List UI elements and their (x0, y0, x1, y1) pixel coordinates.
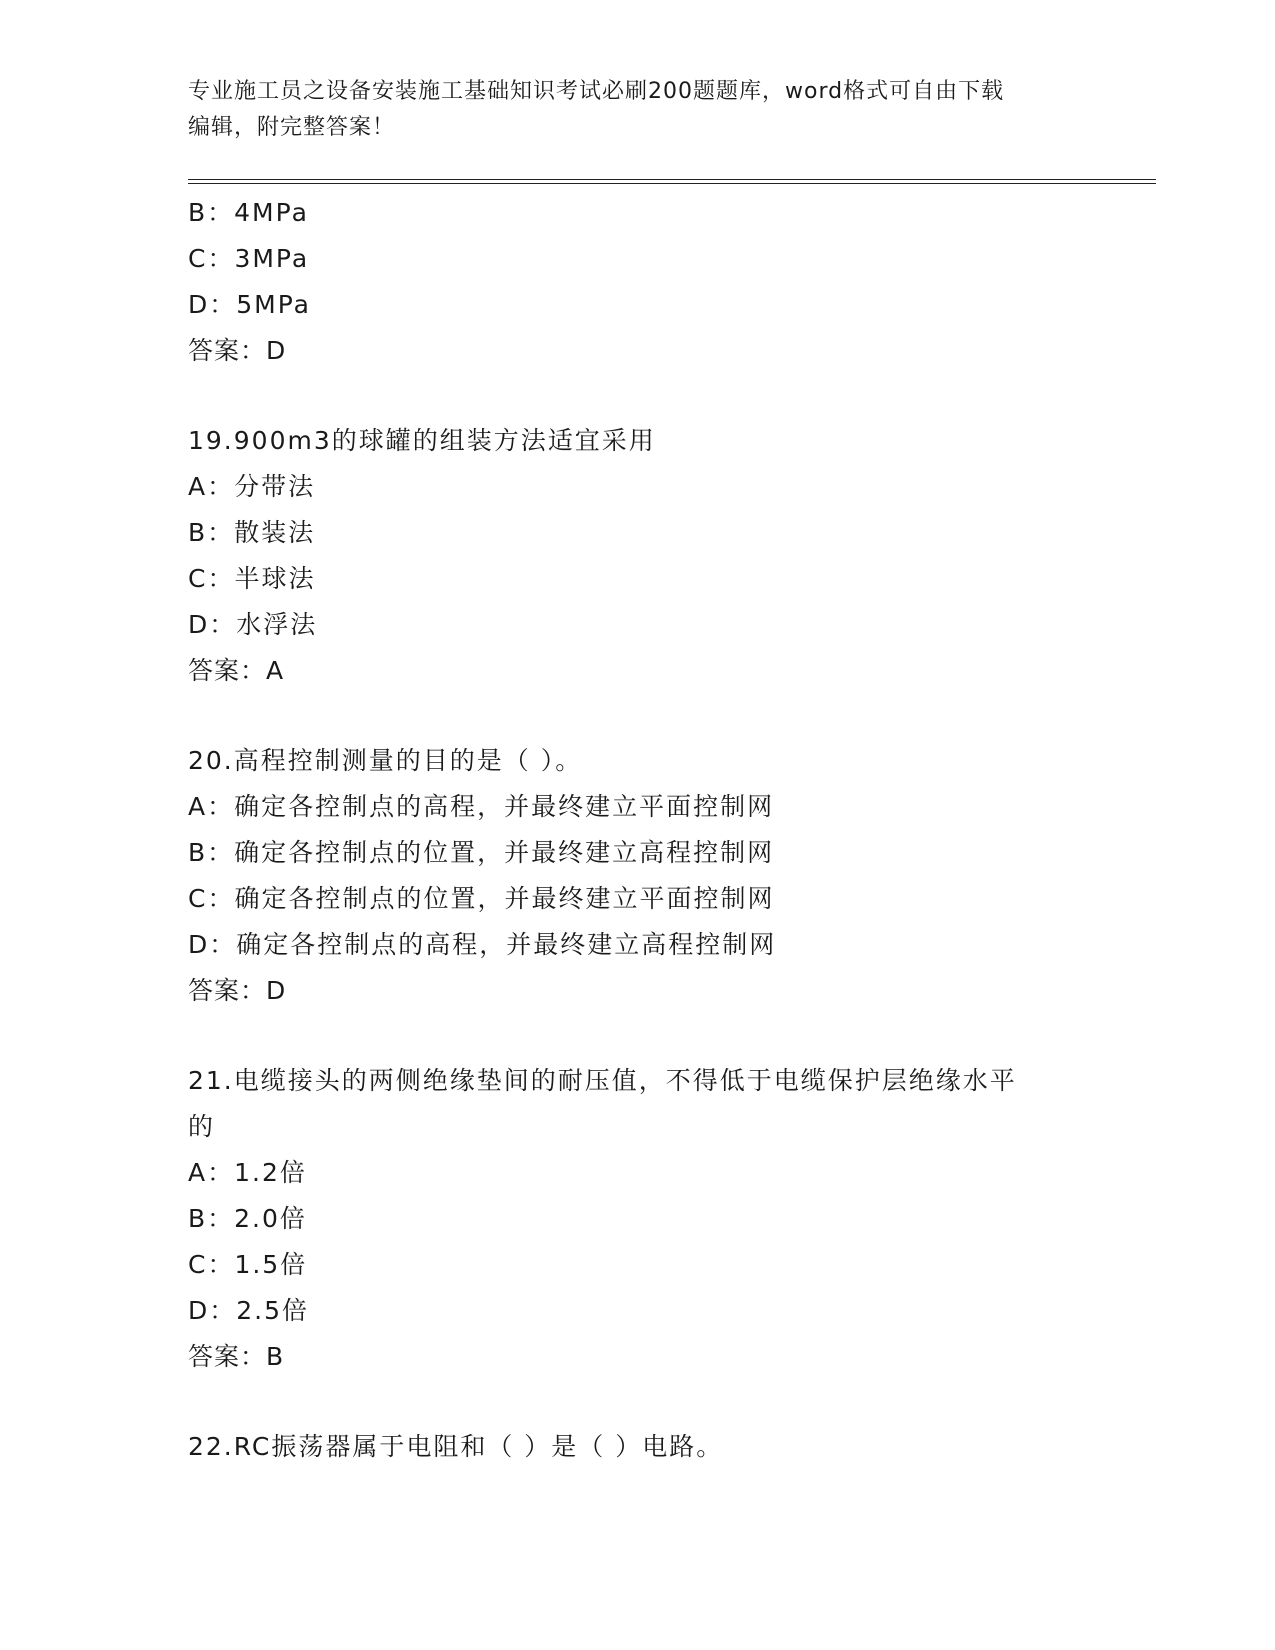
option-c: C：3MPa (188, 244, 310, 273)
answer: 答案：B (188, 1342, 285, 1371)
question-list (188, 190, 1088, 1470)
question-block-22 (188, 1424, 1088, 1470)
question-text-line-1: 21.电缆接头的两侧绝缘垫间的耐压值，不得低于电缆保护层绝缘水平 (188, 1066, 1017, 1095)
document-header (188, 74, 1088, 146)
option-b: B：确定各控制点的位置，并最终建立高程控制网 (188, 838, 775, 867)
answer: 答案：D (188, 336, 287, 365)
question-text: 19.900m3的球罐的组装方法适宜采用 (188, 426, 656, 455)
question-text: 20.高程控制测量的目的是（ ）。 (188, 746, 583, 775)
option-c: C：半球法 (188, 564, 316, 593)
option-a: A：确定各控制点的高程，并最终建立平面控制网 (188, 792, 775, 821)
header-divider-top (188, 179, 1156, 180)
option-b: B：4MPa (188, 198, 309, 227)
option-d: D：2.5倍 (188, 1296, 310, 1325)
option-c: C：确定各控制点的位置，并最终建立平面控制网 (188, 884, 775, 913)
question-text: 22.RC振荡器属于电阻和（ ）是（ ）电路。 (188, 1432, 724, 1461)
header-title-line-1: 专业施工员之设备安装施工基础知识考试必刷200题题库，word格式可自由下载 (188, 79, 1005, 104)
question-block-19 (188, 418, 1088, 694)
question-block-20 (188, 738, 1088, 1014)
option-a: A：分带法 (188, 472, 316, 501)
option-c: C：1.5倍 (188, 1250, 308, 1279)
question-text-line-2: 的 (188, 1112, 216, 1141)
option-a: A：1.2倍 (188, 1158, 307, 1187)
answer: 答案：A (188, 656, 285, 685)
header-title-line-2: 编辑，附完整答案！ (188, 115, 396, 140)
question-block-18 (188, 190, 1088, 374)
option-d: D：确定各控制点的高程，并最终建立高程控制网 (188, 930, 777, 959)
option-b: B：散装法 (188, 518, 316, 547)
option-b: B：2.0倍 (188, 1204, 307, 1233)
header-divider-bottom (188, 183, 1156, 184)
question-block-21 (188, 1058, 1088, 1380)
option-d: D：5MPa (188, 290, 311, 319)
answer: 答案：D (188, 976, 287, 1005)
option-d: D：水浮法 (188, 610, 318, 639)
